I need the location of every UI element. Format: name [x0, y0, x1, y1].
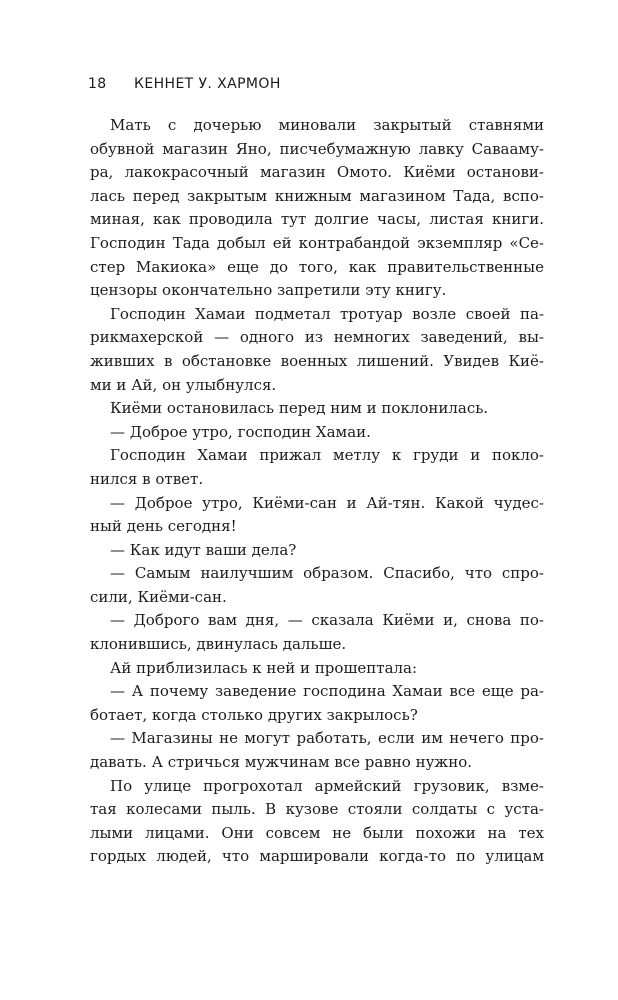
text-line: — Доброго вам дня, — сказала Киёми и, снова по- — [110, 611, 544, 630]
text-line: Мать с дочерью миновали закрытый ставнями — [110, 116, 544, 134]
text-line: стер Макиока» еще до того, как правительственные — [90, 257, 544, 276]
text-line: рикмахерской — одного из немногих заведений, вы- — [90, 328, 544, 347]
text-line: По улице прогрохотал армейский грузовик, взме- — [110, 776, 544, 795]
text-line: Киёми остановилась перед ним и поклонилась. — [110, 399, 489, 418]
text-line: нился в ответ. — [90, 469, 204, 488]
text-line: клонившись, двинулась дальше. — [90, 635, 347, 654]
running-head — [88, 76, 281, 92]
text-line: Ай приблизилась к ней и прошептала: — [110, 658, 418, 677]
body-text — [90, 114, 544, 869]
page-number: 18 — [88, 76, 107, 92]
text-line: гордых людей, что маршировали когда-то по улицам — [90, 847, 544, 866]
text-line: ми и Ай, он улыбнулся. — [90, 375, 277, 394]
text-line: Господин Хамаи подметал тротуар возле своей па- — [110, 304, 544, 323]
text-line: живших в обстановке военных лишений. Увидев Киё- — [90, 351, 544, 370]
text-line: цензоры окончательно запретили эту книгу. — [90, 281, 447, 300]
text-line: — Доброе утро, господин Хамаи. — [110, 422, 371, 441]
text-line: — Самым наилучшим образом. Спасибо, что спро- — [110, 564, 544, 583]
text-line: сили, Киёми-сан. — [90, 587, 227, 606]
text-line: Господин Хамаи прижал метлу к груди и покло- — [110, 446, 544, 465]
text-line: тая колесами пыль. В кузове стояли солдаты с уста- — [90, 800, 544, 819]
text-line: Господин Тада добыл ей контрабандой экземпляр «Се- — [90, 233, 544, 252]
text-line: обувной магазин Яно, писчебумажную лавку Савааму- — [90, 139, 544, 158]
text-line: лась перед закрытым книжным магазином Тада, вспо- — [90, 186, 544, 205]
text-line: давать. А стричься мужчинам все равно нужно. — [90, 753, 472, 772]
text-line: — Магазины не могут работать, если им нечего про- — [110, 729, 544, 748]
text-line: — А почему заведение господина Хамаи все еще ра- — [110, 682, 544, 701]
text-line: лыми лицами. Они совсем не были похожи на тех — [90, 823, 544, 842]
text-line: ра, лакокрасочный магазин Омото. Киёми останови- — [90, 163, 544, 182]
text-line: миная, как проводила тут долгие часы, листая книги. — [90, 210, 544, 229]
text-line: — Как идут ваши дела? — [110, 540, 297, 559]
text-line: — Доброе утро, Киёми-сан и Ай-тян. Какой чудес- — [110, 493, 544, 512]
text-line: ный день сегодня! — [90, 517, 237, 536]
author-name: КЕННЕТ У. ХАРМОН — [134, 76, 281, 92]
text-line: ботает, когда столько других закрылось? — [90, 705, 418, 724]
